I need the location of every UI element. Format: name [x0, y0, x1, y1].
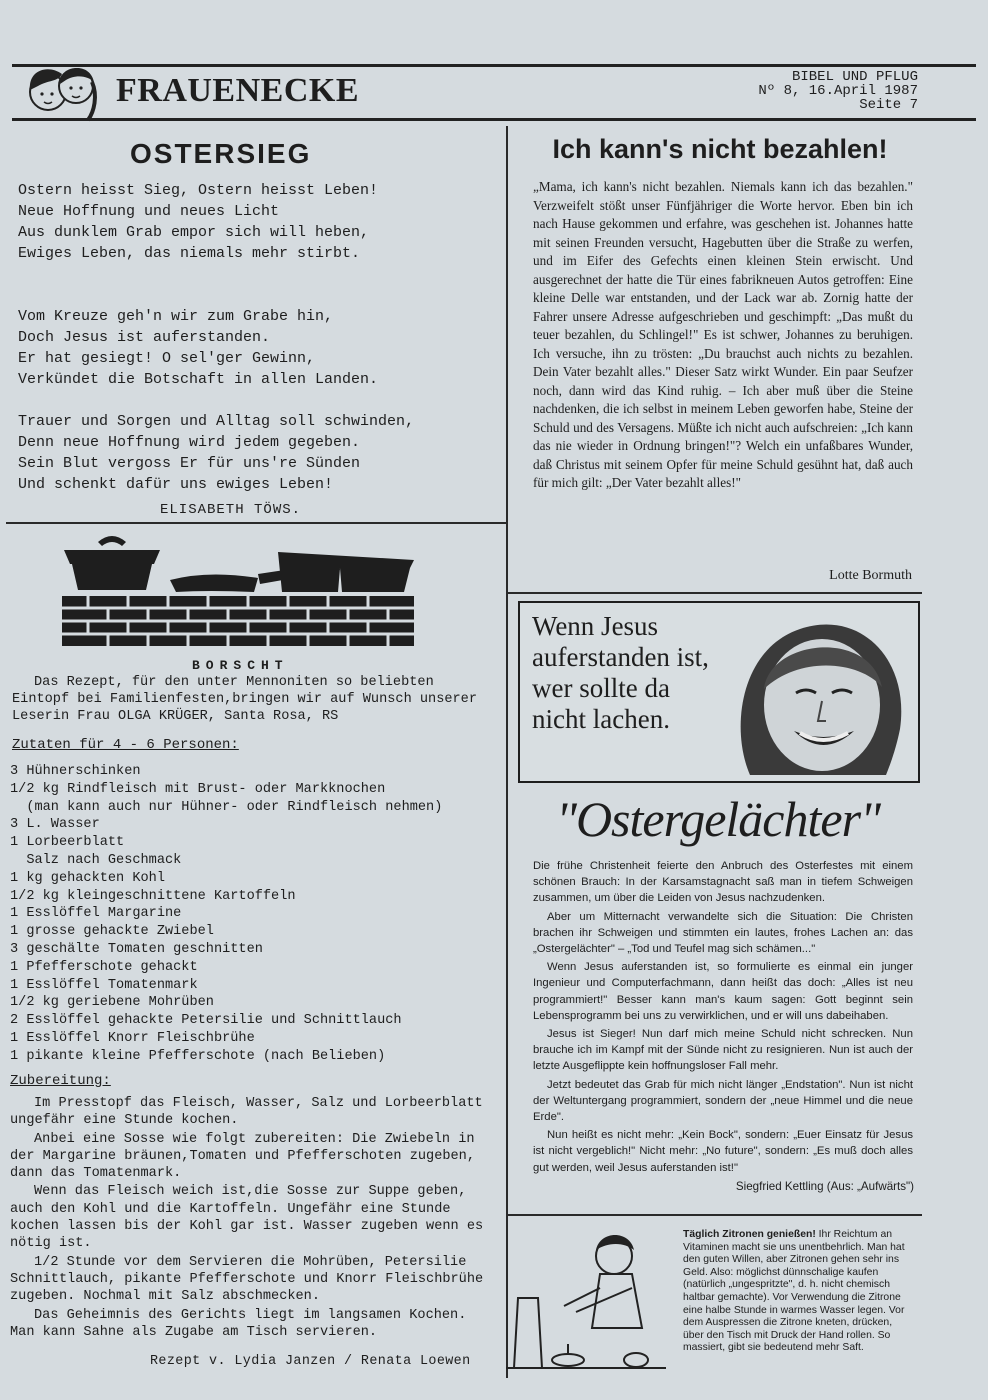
poem-line: Er hat gesiegt! O sel'ger Gewinn, — [18, 350, 316, 367]
poem-line: Neue Hoffnung und neues Licht — [18, 203, 280, 220]
step: Wenn das Fleisch weich ist,die Sosse zur Suppe geben, auch den Kohl und die Kartoffeln. Ungefähr eine Stunde kochen lassen bis der Kohl gar ist. Wasser zugeben wenn es nötig ist. — [10, 1184, 484, 1252]
ingredient: 1/2 kg geriebene Mohrüben — [10, 995, 214, 1011]
ostergelaechter-body — [533, 858, 913, 1178]
lemon-divider — [508, 1214, 922, 1216]
ingredients-heading: Zutaten für 4 - 6 Personen: — [12, 737, 239, 753]
cooking-pots-on-stove-icon — [58, 530, 418, 648]
step: 1/2 Stunde vor dem Servieren die Mohrüben, Petersilie Schnittlauch, pikante Pfefferschote und Knorr Fleischbrühe zugeben. Nochmal mit Salz abschmecken. — [10, 1254, 484, 1305]
ingredient: 3 L. Wasser — [10, 817, 100, 833]
paragraph: Wenn Jesus auferstanden ist, so formulierte es einmal ein junger Ingenieur und Computerfachmann, dann heißt das doch: „Alles ist neu programmiert!" Besser kann man's kaum sagen: Gott beginnt sein Lebensprogramm bei uns zu verwirklichen, und er will uns dabeihaben. — [533, 961, 913, 1022]
lemon-body: Ihr Reichtum an Vitaminen macht sie uns unentbehrlich. Man hat den guten Willen, aber Zitronen gehen sehr ins Geld. Also: möglichst dünnschalige kaufen (natürlich „ungespritzte", d. h. nicht chemisch haltbar gemachte). Vor Verwendung die Zitrone eine halbe Stunde in warmes Wasser legen. Vor dem Auspressen die Zitrone kneten, drücken, über den Tisch mit Druck der Hand rollen. So massiert, gibt sie bedeutend mehr Saft. — [683, 1229, 905, 1354]
easter-ad-box — [518, 601, 920, 783]
ingredient: 3 geschälte Tomaten geschnitten — [10, 941, 263, 957]
ingredient: 1 Esslöffel Knorr Fleischbrühe — [10, 1030, 255, 1046]
poem-line: Ewiges Leben, das niemals mehr stirbt. — [18, 245, 361, 262]
women-heads-logo-icon — [18, 56, 110, 126]
paragraph: Aber um Mitternacht verwandelte sich die Situation: Die Christen brachen ihr Schweigen und stimmten ein lautes, frohes Lachen an: das „Ostergelächter" – „Tod und Teufel mag sich schämen..." — [533, 910, 913, 956]
header-bottom-rule — [12, 118, 976, 121]
paragraph: Jesus ist Sieger! Nun darf mich meine Schuld nicht schrecken. Nun brauche ich im Kampf mit der Sünde nicht zu resignieren. Nun ist auch der letzte Ausgeflippte kein hoffnungsloser Fall mehr. — [533, 1028, 913, 1073]
smiling-girl-photo-icon — [710, 609, 914, 775]
poem-text — [18, 180, 488, 516]
masthead: FRAUENECKE — [116, 72, 360, 109]
issue-line: BIBEL UND PFLUG — [791, 69, 918, 85]
poem-line: Trauer und Sorgen und Alltag soll schwinden, — [18, 413, 415, 430]
issue-line: Seite 7 — [859, 97, 918, 113]
ingredient: Salz nach Geschmack — [10, 852, 182, 868]
ingredient: 2 Esslöffel gehackte Petersilie und Schnittlauch — [10, 1013, 402, 1029]
ostergelaechter-author: Siegfried Kettling (Aus: „Aufwärts") — [735, 1180, 914, 1193]
paragraph: Nun heißt es nicht mehr: „Kein Bock", sondern: „Euer Einsatz für Jesus ist nicht vergeblich!" Nicht mehr: „No future", sondern: „Es muß doch alles gut werden, weil Jesus auferstanden ist!" — [533, 1129, 913, 1174]
recipe-credit: Rezept v. Lydia Janzen / Renata Loewen — [150, 1354, 471, 1369]
ingredient: 1 kg gehackten Kohl — [10, 870, 165, 886]
article-author: Lotte Bormuth — [829, 568, 912, 583]
article-body: „Mama, ich kann's nicht bezahlen. Niemals kann ich das bezahlen." Verzweifelt stößt unser Fünfjähriger die Worte hervor. Eben bin ich nach Hause gekommen und erfahre, was geschehen ist. Johannes hatte mit seinen Freunden versucht, Hagebutten über die Straße zu werfen, und im Eifer des Gefechts einen kleinen Stein erwischt. Und ausgerechnet der hatte die Tür eines fabrikneuen Autos getroffen: Eine kleine Delle war entstanden, und der Lack war ab. Zornig hatte der Fahrer unsere Adresse aufgeschrieben und geschimpft: „Das mußt du teuer bezahlen, du Schlingel!" Es ist schwer, Johannes zu beruhigen. Ich versuche, ihn zu trösten: „Du brauchst auch nichts zu bezahlen. Dein Vater bezahlt alles." Dieser Satz wirkt Wunder. Ein paar Seufzer noch, dann wird das Kind ruhig. – Ich aber muß über die Steine nachdenken, die ich selbst in meinem Leben geworfen habe, Steine der Schuld und des Versagens. Müßte ich nicht auch aufschreien: „Ich kann das nie wieder in Ordnung bringen!"? Welch ein unfaßbares Wunder, daß Christus mit seinem Opfer für meine Schuld gesühnt hat, daß auch für mich gilt: „Der Vater bezahlt alles!" — [533, 179, 913, 490]
poem-stanza — [18, 306, 488, 390]
recipe-title: BORSCHT — [192, 658, 289, 673]
issue-line: Nº 8, 16.April 1987 — [758, 83, 918, 99]
poem-line: Aus dunklem Grab empor sich will heben, — [18, 224, 370, 241]
poem-line: Verkündet die Botschaft in allen Landen. — [18, 371, 379, 388]
step: Im Presstopf das Fleisch, Wasser, Salz und Lorbeerblatt ungefähr eine Stunde kochen. — [10, 1096, 483, 1129]
ingredient: (man kann auch nur Hühner- oder Rindfleisch nehmen) — [10, 799, 443, 815]
column-divider — [506, 126, 508, 1378]
preparation-steps — [10, 1095, 494, 1342]
poem-line: Vom Kreuze geh'n wir zum Grabe hin, — [18, 308, 334, 325]
ingredients-list — [10, 763, 500, 1066]
ingredient: 1 pikante kleine Pfefferschote (nach Belieben) — [10, 1048, 386, 1064]
poem-line: Denn neue Hoffnung wird jedem gegeben. — [18, 434, 361, 451]
preparation-heading: Zubereitung: — [10, 1073, 111, 1089]
lemon-tip — [683, 1229, 915, 1355]
poem-stanza — [18, 180, 488, 264]
ingredient: 1 Pfefferschote gehackt — [10, 959, 198, 975]
poem-line: Ostern heisst Sieg, Ostern heisst Leben! — [18, 182, 379, 199]
ingredient: 1 Esslöffel Tomatenmark — [10, 977, 198, 993]
ad-text: Wenn Jesus auferstanden ist, wer sollte da nicht lachen. — [532, 611, 709, 734]
poem-divider — [6, 522, 506, 524]
poem-line: Doch Jesus ist auferstanden. — [18, 329, 271, 346]
poem-stanza — [18, 411, 488, 495]
poem-line: Sein Blut vergoss Er für uns're Sünden — [18, 455, 361, 472]
poem-line: Und schenkt dafür uns ewiges Leben! — [18, 476, 334, 493]
paragraph: Die frühe Christenheit feierte den Anbruch des Osterfestes mit einem schönen Brauch: In der Karsamstagnacht saß man in tiefem Schweigen zusammen, um über die Leiden von Jesus nachzudenken. — [533, 860, 913, 905]
article-divider — [508, 592, 922, 594]
ingredient: 1/2 kg kleingeschnittene Kartoffeln — [10, 888, 296, 904]
paragraph: Jetzt bedeutet das Grab für mich nicht länger „Endstation". Nun ist nicht der Weltuntergang programmiert, sondern der „neue Himmel und die neue Erde". — [533, 1078, 913, 1124]
step: Anbei eine Sosse wie folgt zubereiten: Die Zwiebeln in der Margarine bräunen,Tomaten und Pfefferschoten zugeben, dann das Tomatenmark. — [10, 1131, 475, 1182]
lemon-headline: Täglich Zitronen genießen! — [683, 1229, 816, 1240]
ingredient: 1 Lorbeerblatt — [10, 835, 125, 851]
issue-info — [728, 70, 918, 112]
ingredient: 1 Esslöffel Margarine — [10, 906, 182, 922]
header-top-rule — [12, 64, 976, 67]
poem-title: OSTERSIEG — [130, 138, 312, 169]
poem-author: ELISABETH TÖWS. — [160, 502, 302, 518]
ingredient: 3 Hühnerschinken — [10, 764, 141, 779]
recipe-intro: Das Rezept, für den unter Mennoniten so beliebten Eintopf bei Familienfesten,bringen wir auf Wunsch unserer Leserin Frau OLGA KRÜGER, Santa Rosa, RS — [12, 675, 477, 724]
article-title: Ich kann's nicht bezahlen! — [552, 134, 888, 164]
step: Das Geheimnis des Gerichts liegt im langsamen Kochen. Man kann Sahne als Zugabe am Tisch servieren. — [10, 1307, 467, 1340]
ingredient: 1/2 kg Rindfleisch mit Brust- oder Markknochen — [10, 781, 386, 797]
woman-squeezing-lemon-icon — [496, 1228, 676, 1378]
ostergelaechter-title: "Ostergelächter" — [555, 791, 881, 847]
ingredient: 1 grosse gehackte Zwiebel — [10, 924, 214, 940]
